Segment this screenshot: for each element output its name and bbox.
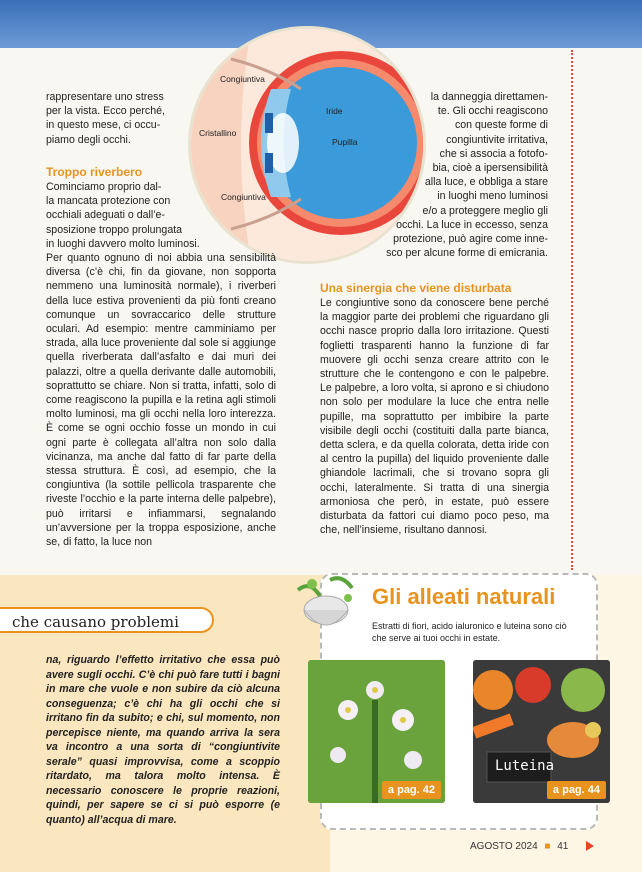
dotted-divider [571, 50, 573, 570]
photo-lutein-foods[interactable] [473, 660, 610, 803]
right-top-text [380, 90, 548, 260]
page-badge-42[interactable]: a pag. 42 [382, 781, 441, 799]
text-line: te. Gli occhi reagiscono [437, 105, 548, 118]
text-line: la mancata protezione con [46, 195, 171, 208]
text-line: e/o a proteggere meglio gli [422, 204, 548, 217]
label-congiuntiva-top: Congiuntiva [220, 74, 265, 84]
separator-square: ■ [544, 841, 551, 852]
label-congiuntiva-bottom: Congiuntiva [221, 192, 266, 202]
text-line: in questo mese, ci occu- [46, 119, 161, 132]
mortar-herbs-icon [290, 570, 360, 640]
page-footer [470, 841, 568, 852]
text-line: occhi. La luce in eccesso, senza [396, 218, 548, 231]
text-line: in luoghi meno luminosi [437, 190, 548, 203]
label-iride: Iride [326, 106, 343, 116]
heading-troppo-riverbero: Troppo riverbero [46, 165, 143, 179]
text-line: occhiali adeguati o dall’e- [46, 209, 165, 222]
text-line: con queste forme di [454, 119, 548, 132]
next-page-arrow-icon[interactable] [586, 841, 594, 851]
left-body-text: Per quanto ognuno di noi abbia una sensibilità diversa (c’è chi, fin da giovane, non sopporta nemmeno una luminosità normale), i riverberi della luce estiva provenienti da più fonti creano comunque un sovraccarico delle strutture oculari. Ad esempio: mentre camminiamo per strada, alla luce proveniente dal sole si aggiunge quella riverberata dall’asfalto e dai muri dei palazzi, oltre a quella derivante dalle automobili, soprattutto se chiare. Non si tratta, infatti, solo di come reagiscono la pupilla e la retina agli stimoli molto luminosi, ma gli occhi nella loro interezza. È come se ogni occhio fosse un mondo in cui ogni parte è collegata all’altra non solo dalla vicinanza, ma anche dal fatto di far parte della stessa struttura. È così, ad esempio, che la congiuntiva (la sottile pellicola trasparente che riveste l’occhio e la parte interna delle palpebre), può irritarsi e infiammarsi, segnalando un’avversione per la troppa esposizione, anche se, di fatto, la luce non [46, 252, 276, 549]
page-number: 41 [557, 841, 569, 852]
page-badge-44[interactable]: a pag. 44 [547, 781, 606, 799]
right-body-text: Le congiuntive sono da conoscere bene perché la maggior parte dei problemi che riguardano gli occhi nasce proprio dalla loro irritazione. Questi foglietti trasparenti hanno la funzione di far muovere gli occhi senza creare attrito con le strutture che le contengono e con le palpebre. Le palpebre, a loro volta, si aprono e si chiudono non solo per modulare la luce che entra nelle pupille, ma soprattutto per imbibire la parte visibile degli occhi (costituiti dalla parte bianca, detta sclera, e da quella colorata, detta iride con al centro la pupilla) del liquido proveniente dalle ghiandole lacrimali, che si trovano sopra gli occhi, lateralmente. Si tratta di una sinergia armoniosa che però, in estate, può essere disturbata da fattori cui diamo poco peso, ma che, nell’insieme, risultano dannosi. [320, 297, 549, 537]
text-line: congiuntivite irritativa, [446, 133, 548, 146]
lutein-sign: Luteina [495, 758, 555, 774]
text-line: Cominciamo proprio dal- [46, 181, 162, 193]
allies-title: Gli alleati naturali [372, 584, 556, 609]
heading-una-sinergia: Una sinergia che viene disturbata [320, 281, 512, 295]
issue-date: AGOSTO 2024 [470, 841, 538, 852]
sidebar-title: che causano problemi [0, 607, 214, 633]
text-line: sposizione troppo prolungata [46, 223, 183, 236]
label-cristallino: Cristallino [199, 128, 237, 138]
text-line: in luoghi davvero molto luminosi. [46, 237, 200, 250]
text-line: rappresentare uno stress [46, 91, 164, 103]
left-narrow-text [46, 180, 216, 251]
text-line: per la vista. Ecco perché, [46, 105, 165, 118]
text-line: bia, cioè a ipersensibilità [432, 162, 548, 175]
label-pupilla: Pupilla [332, 137, 358, 147]
text-line: alla luce, e obbliga a stare [424, 176, 548, 189]
photo-eyebright-flowers[interactable] [308, 660, 445, 803]
text-line: sco per alcune forme di emicrania. [386, 247, 548, 260]
text-line: che si associa a fotofo- [439, 147, 548, 160]
sidebar-text: na, riguardo l’effetto irritativo che essa può avere sugli occhi. C’è chi può fare tutti i bagni in mare che vuole e non subire da ciò alcuna conseguenza; c’è chi ha gli occhi che si irritano fin da subito; e chi, sul momento, non percepisce niente, ma quando arriva la sera va incontro a una sorta di “congiuntivite serale” quasi improvvisa, come a scoppio ritardato, ma talora molto intensa. È necessario conoscere le proprie reazioni, quindi, per sapere se ci si può esporre (e quanto) all’acqua di mare. [46, 654, 280, 826]
allies-box [290, 570, 600, 830]
allies-subtitle: Estratti di fiori, acido ialuronico e luteina sono ciò che serve ai tuoi occhi in estate. [372, 621, 567, 643]
text-line: la danneggia direttamen- [430, 91, 548, 103]
left-intro [46, 90, 168, 147]
text-line: protezione, può agire come inne- [393, 233, 548, 246]
text-line: piamo degli occhi. [46, 133, 131, 146]
